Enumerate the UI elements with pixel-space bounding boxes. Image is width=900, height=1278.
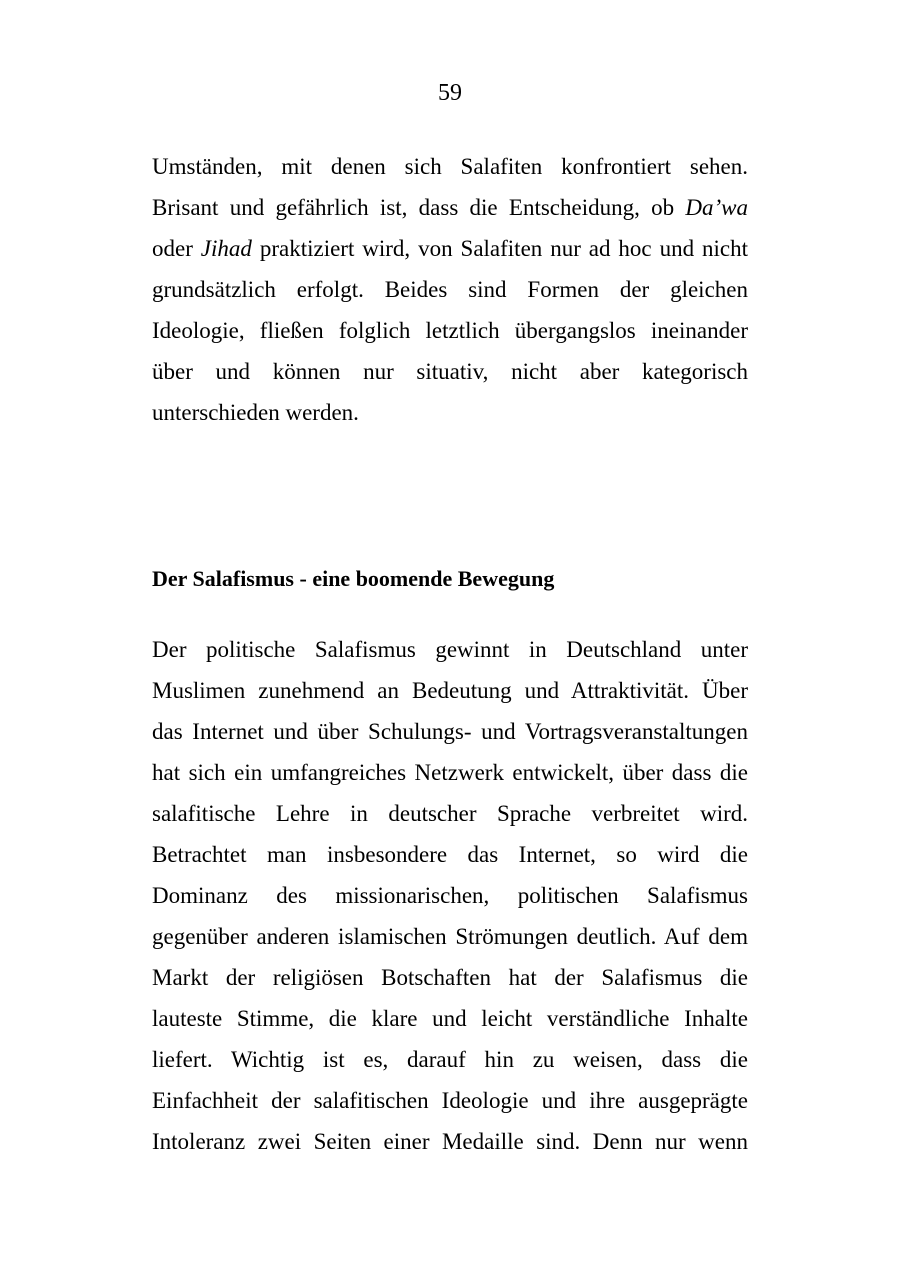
text-line: Der politische Salafismus gewinnt in Deutschland unter	[152, 637, 748, 662]
page-number: 59	[438, 80, 462, 106]
text-line: unterschieden werden.	[152, 400, 359, 425]
section-body	[152, 629, 748, 1162]
paragraph-continuation	[152, 146, 748, 433]
italic-term: Da’wa	[685, 195, 748, 220]
text-line: liefert. Wichtig ist es, darauf hin zu weisen, dass die	[152, 1047, 748, 1072]
text-line: Betrachtet man insbesondere das Internet, so wird die	[152, 842, 748, 867]
text-line	[152, 187, 748, 228]
paragraph-1	[152, 146, 748, 433]
text-line: gegenüber anderen islamischen Strömungen deutlich. Auf dem	[152, 924, 748, 949]
text-run: praktiziert wird, von Salafiten nur ad hoc und nicht	[251, 236, 748, 261]
text-line: lauteste Stimme, die klare und leicht verständliche Inhalte	[152, 1006, 748, 1031]
text-line: grundsätzlich erfolgt. Beides sind Formen der gleichen	[152, 277, 748, 302]
text-line: Umständen, mit denen sich Salafiten konfrontiert sehen.	[152, 154, 748, 179]
text-run: oder	[152, 236, 201, 261]
text-run: Brisant und gefährlich ist, dass die Entscheidung, ob	[152, 195, 686, 220]
text-line	[152, 228, 748, 269]
text-line: hat sich ein umfangreiches Netzwerk entwickelt, über dass die	[152, 760, 748, 785]
section-heading: Der Salafismus - eine boomende Bewegung	[152, 566, 555, 591]
text-line: über und können nur situativ, nicht aber kategorisch	[152, 359, 748, 384]
paragraph-2	[152, 629, 748, 1162]
text-line: Dominanz des missionarischen, politischen Salafismus	[152, 883, 748, 908]
text-line: Ideologie, fließen folglich letztlich übergangslos ineinander	[152, 318, 748, 343]
text-line: Markt der religiösen Botschaften hat der Salafismus die	[152, 965, 748, 990]
text-line: Muslimen zunehmend an Bedeutung und Attraktivität. Über	[152, 678, 748, 703]
italic-term: Jihad	[200, 236, 252, 261]
text-line: salafitische Lehre in deutscher Sprache verbreitet wird.	[152, 801, 748, 826]
text-line: Einfachheit der salafitischen Ideologie und ihre ausgeprägte	[152, 1088, 748, 1113]
text-line: Intoleranz zwei Seiten einer Medaille sind. Denn nur wenn	[152, 1129, 748, 1154]
text-line: das Internet und über Schulungs- und Vortragsveranstaltungen	[152, 719, 748, 744]
